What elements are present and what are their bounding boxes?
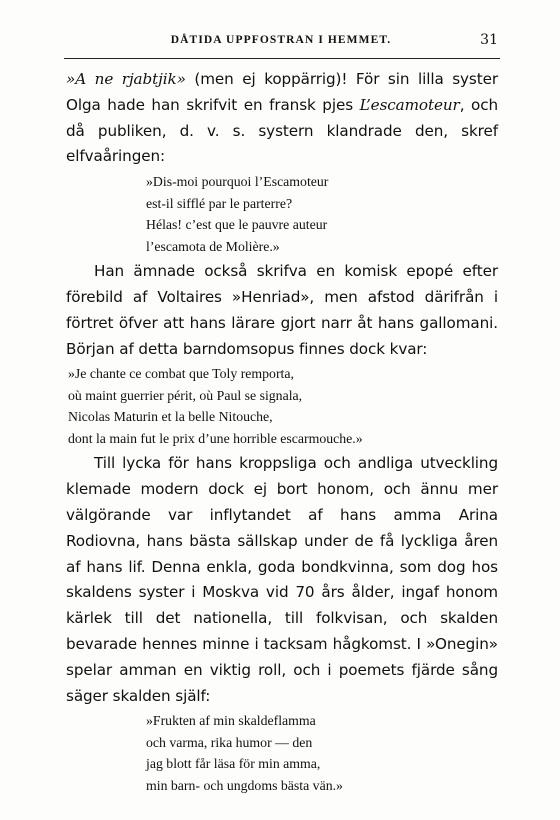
body-text [66,67,498,798]
verse-line: »Je chante ce combat que Toly remporta, [68,366,294,382]
verse-line: jag blott får läsa för min amma, [146,756,321,772]
verse-line: och varma, rika humor — den [146,734,313,750]
paragraph-1-text-b: , och då publiken, d. v. s. systern klandrade den, skref elfvaåringen: [66,95,498,166]
verse-line: dont la main fut le prix d’une horrible escarmouche.» [68,430,363,446]
header-rule [64,58,500,59]
paragraph-1-text-a: (men ej koppärrig)! För sin lilla syster Olga hade han skrifvit en fransk pjes [66,70,498,114]
paragraph-1 [66,67,498,170]
russian-quote: »A ne rjabtjik» [66,70,186,88]
running-title: DÅTIDA UPPFOSTRAN I HEMMET. [170,34,392,46]
paragraph-3: Till lycka för hans kroppsliga och andliga utveckling klemade modern dock ej bort honom, och ännu mer välgörande var inflytandet af hans amma Arina Rodiovna, hans bästa sällskap under de få lyckliga åren af hans lif. Denna enkla, goda bondkvinna, som dog hos skaldens syster i Moskva vid 70 års ålder, ingaf honom kärlek till det nationella, till folkvisan, och skalden bevarade hennes minne i tacksam hågkomst. I »Onegin» spelar amman en viktig roll, och i poemets fjärde sång säger skalden själf: [66,454,498,705]
verse-line: l’escamota de Molière.» [146,238,280,254]
verse-line: Nicolas Maturin et la belle Nitouche, [68,409,273,425]
verse-line: »Dis-moi pourquoi l’Escamoteur [146,174,329,190]
verse-line: min barn- och ungdoms bästa vän.» [146,777,343,793]
verse-line: Hélas! c’est que le pauvre auteur [146,217,328,233]
paragraph-2: Han ämnade också skrifva en komisk epopé efter förebild af Voltaires »Henriad», men afstod därifrån i förtret öfver att hans lärare gjort narr åt hans gallomani. Början af detta barndomsopus finnes dock kvar: [66,262,498,358]
play-title: L’escamoteur [359,95,460,114]
verse-epopee [66,363,498,449]
verse-line: est-il sifflé par le parterre? [146,195,293,211]
page-number: 31 [480,32,498,48]
verse-onegin [66,710,498,796]
verse-line: où maint guerrier périt, où Paul se signala, [68,387,303,403]
verse-line: »Frukten af min skaldeflamma [146,713,316,729]
page-header [64,34,498,54]
verse-escamoteur [66,171,498,257]
